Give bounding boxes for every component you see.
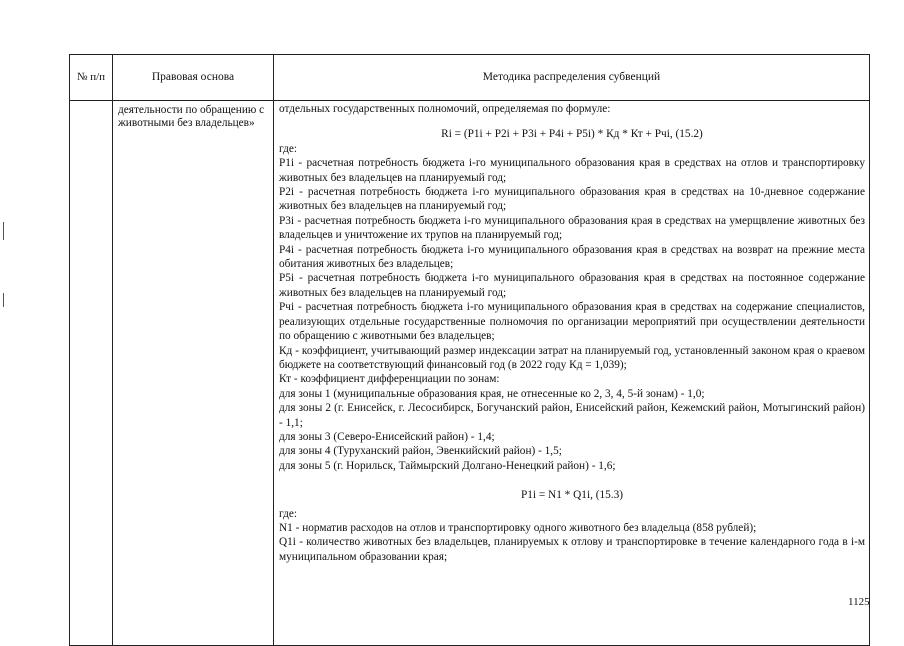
definition-q1i: Q1i - количество животных без владельцев, планируемых к отлову и транспортировке в течение календарного года в i-м муниципальном образовании края; xyxy=(279,536,865,563)
method-cell xyxy=(274,101,870,646)
zone-3: для зоны 3 (Северо-Енисейский район) - 1,4; xyxy=(279,430,495,443)
definition-kt: Кт - коэффициент дифференциации по зонам: xyxy=(279,373,500,386)
zone-1: для зоны 1 (муниципальные образования края, не отнесенные ко 2, 3, 4, 5-й зонам) - 1,0; xyxy=(279,387,705,400)
table-header-row xyxy=(70,55,870,101)
zone-5: для зоны 5 (г. Норильск, Таймырский Долгано-Ненецкий район) - 1,6; xyxy=(279,459,616,472)
row-number-cell xyxy=(70,101,113,646)
legal-basis-cell: деятельности по обращению с животными без владельцев» xyxy=(113,101,274,646)
definition-p3i: P3i - расчетная потребность бюджета i-го муниципального образования края в средствах на умерщвление животных без владельцев и уничтожение их трупов на планируемый год; xyxy=(279,214,865,242)
page-number: 1125 xyxy=(848,596,870,608)
zone-4: для зоны 4 (Туруханский район, Эвенкийский район) - 1,5; xyxy=(279,445,562,458)
where-label: где: xyxy=(279,142,297,155)
definition-pchi: Рчi - расчетная потребность бюджета i-го муниципального образования края в средствах на содержание специалистов, реализующих отдельные государственные полномочия по организации мероприятий при осуществлении деятельности по обращению с животными без владельцев; xyxy=(279,301,865,343)
where-label: где: xyxy=(279,507,297,520)
definition-n1: N1 - норматив расходов на отлов и транспортировку одного животного без владельца (858 рублей); xyxy=(279,521,757,534)
definition-p2i: P2i - расчетная потребность бюджета i-го муниципального образования края в средствах на 10-дневное содержание животных без владельцев на планируемый год; xyxy=(279,186,865,213)
subsidy-method-table xyxy=(69,54,870,646)
formula-15-2: Ri = (P1i + P2i + P3i + P4i + P5i) * Кд * Кт + Рчi, (15.2) xyxy=(441,128,703,141)
table-row xyxy=(70,101,870,646)
header-legal-basis: Правовая основа xyxy=(113,55,274,101)
definition-kd: Кд - коэффициент, учитывающий размер индексации затрат на планируемый год, установленный законом края о краевом бюджете на соответствующий финансовый год (в 2022 году Кд = 1,039); xyxy=(279,344,865,371)
margin-mark xyxy=(3,222,4,240)
method-intro: отдельных государственных полномочий, определяемая по формуле: xyxy=(279,103,611,115)
zone-2: для зоны 2 (г. Енисейск, г. Лесосибирск, Богучанский район, Енисейский район, Кежемский район, Мотыгинский район) - 1,1; xyxy=(279,402,865,429)
definition-p4i: P4i - расчетная потребность бюджета i-го муниципального образования края в средствах на возврат на прежние места обитания животных без владельцев; xyxy=(279,243,865,271)
header-number: № п/п xyxy=(70,55,113,101)
formula-15-3: P1i = N1 * Q1i, (15.3) xyxy=(520,489,624,502)
definition-p5i: P5i - расчетная потребность бюджета i-го муниципального образования края в средствах на постоянное содержание животных без владельцев на планируемый год; xyxy=(279,272,865,299)
margin-mark xyxy=(3,293,4,307)
header-method: Методика распределения субвенций xyxy=(274,55,870,101)
definition-p1i: P1i - расчетная потребность бюджета i-го муниципального образования края в средствах на отлов и транспортировку животных без владельцев на планируемый год; xyxy=(279,157,865,184)
